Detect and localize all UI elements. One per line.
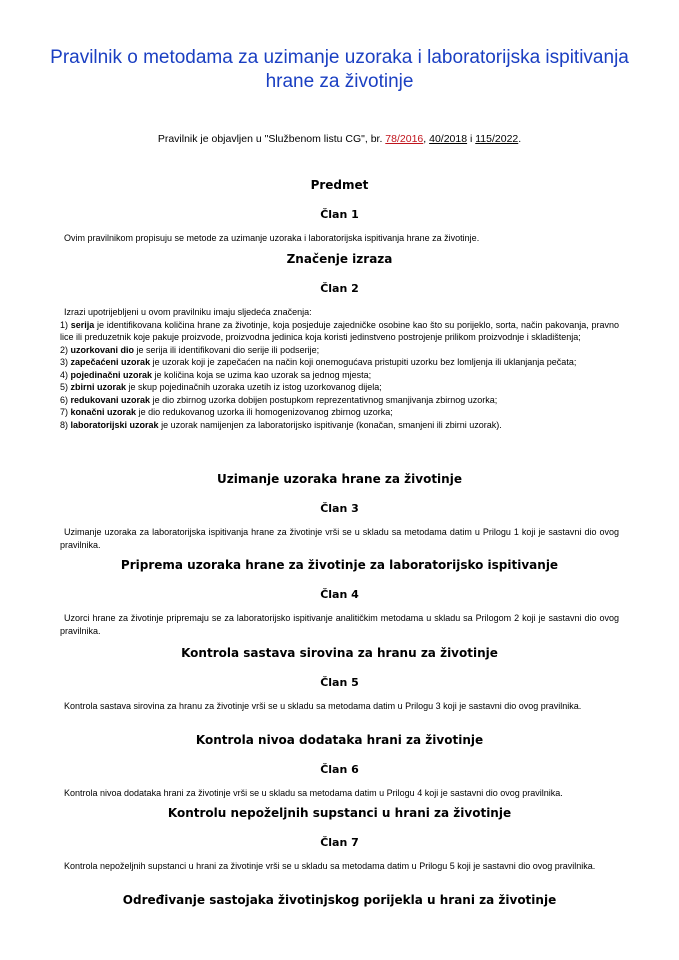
gazette-link-2[interactable]: 40/2018: [429, 133, 468, 145]
section-heading-dodaci: Kontrola nivoa dodataka hrani za životinje: [195, 733, 484, 747]
article-heading-4: Član 4: [320, 588, 359, 601]
list-item: 8) laboratorijski uzorak je uzorak namijenjen za laboratorijsko ispitivanje (konačan, smanjeni ili zbirni uzorak).: [60, 419, 502, 430]
article-heading-6: Član 6: [320, 763, 359, 776]
document-title: Pravilnik o metodama za uzimanje uzoraka i laboratorijska ispitivanja hrane za životinje: [50, 47, 629, 92]
article-heading-1: Član 1: [320, 208, 359, 221]
article-text-1: Ovim pravilnikom propisuju se metode za uzimanje uzoraka i laboratorijska ispitivanja hrane za životinje.: [64, 233, 480, 243]
list-item: 3) zapečaćeni uzorak je uzorak koji je zapečaćen na način koji onemogućava pristupiti uzorku bez lomljenja ili uklanjanja pečata;: [60, 357, 577, 367]
section-heading-odredjivanje: Određivanje sastojaka životinjskog porijekla u hrani za životinje: [122, 893, 557, 907]
gazette-link-1[interactable]: 78/2016: [385, 133, 424, 145]
article-text-6: Kontrola nivoa dodataka hrani za životinje vrši se u skladu sa metodama datim u Prilogu 4 koji je sastavni dio ovog pravilnika.: [64, 788, 563, 798]
article-text-3: Uzimanje uzoraka za laboratorijska ispitivanja hrane za životinje vrši se u skladu sa metodama datim u Prilogu 1 koji je sastavni dio ovog pravilnika.: [60, 527, 619, 550]
publication-prefix: Pravilnik je objavljen u "Službenom listu CG", br.: [157, 133, 383, 145]
list-item: 5) zbirni uzorak je skup pojedinačnih uzoraka uzetih iz istog uzorkovanog dijela;: [60, 382, 382, 392]
gazette-link-3[interactable]: 115/2022: [475, 133, 519, 145]
section-heading-uzimanje: Uzimanje uzoraka hrane za životinje: [217, 472, 462, 486]
section-heading-znacenje: Značenje izraza: [286, 252, 393, 266]
list-item: 7) konačni uzorak je dio redukovanog uzorka ili homogenizovanog zbirnog uzorka;: [60, 407, 393, 417]
definitions-list: [60, 319, 619, 432]
section-heading-predmet: Predmet: [310, 178, 369, 192]
article-heading-2: Član 2: [320, 282, 359, 295]
publication-note: Pravilnik je objavljen u "Službenom listu CG", br. 78/2016, 40/2018 i 115/2022.: [157, 133, 522, 145]
article-body-2: [60, 306, 619, 431]
article-text-4: Uzorci hrane za životinje pripremaju se za laboratorijsko ispitivanje analitičkim metodama u skladu sa Prilogom 2 koji je sastavni dio ovog pravilnika.: [60, 613, 619, 636]
article-heading-3: Član 3: [320, 502, 359, 515]
list-item: 4) pojedinačni uzorak je količina koja se uzima kao uzorak sa jednog mjesta;: [60, 369, 372, 380]
section-heading-sirovine: Kontrola sastava sirovina za hranu za životinje: [181, 646, 498, 660]
article-heading-7: Član 7: [320, 836, 359, 849]
list-item: 6) redukovani uzorak je dio zbirnog uzorka dobijen postupkom reprezentativnog smanjivanja zbirnog uzorka;: [60, 394, 498, 405]
article-intro-2: Izrazi upotrijebljeni u ovom pravilniku imaju sljedeća značenja:: [64, 307, 312, 317]
article-text-5: Kontrola sastava sirovina za hranu za životinje vrši se u skladu sa metodama datim u Prilogu 3 koji je sastavni dio ovog pravilnika.: [64, 701, 582, 711]
article-heading-5: Član 5: [320, 676, 359, 689]
section-heading-priprema: Priprema uzoraka hrane za životinje za laboratorijsko ispitivanje: [120, 558, 559, 572]
list-item: 1) serija je identifikovana količina hrane za životinje, koja posjeduje zajedničke osobine kao što su porijeklo, sorta, način pakovanja, pravno lice ili preduzetnik koje pakuje proizvode, proizvodna jedinica koja koristi jedinstveno postrojenje prilikom proizvodnje i skladištenja;: [60, 319, 619, 342]
article-text-7: Kontrola nepoželjnih supstanci u hrani za životinje vrši se u skladu sa metodama datim u Prilogu 5 koji je sastavni dio ovog pravilnika.: [64, 861, 596, 871]
list-item: 2) uzorkovani dio je serija ili identifikovani dio serije ili podserije;: [60, 344, 320, 355]
section-heading-nepozeljne: Kontrolu nepoželjnih supstanci u hrani za životinje: [167, 806, 512, 820]
